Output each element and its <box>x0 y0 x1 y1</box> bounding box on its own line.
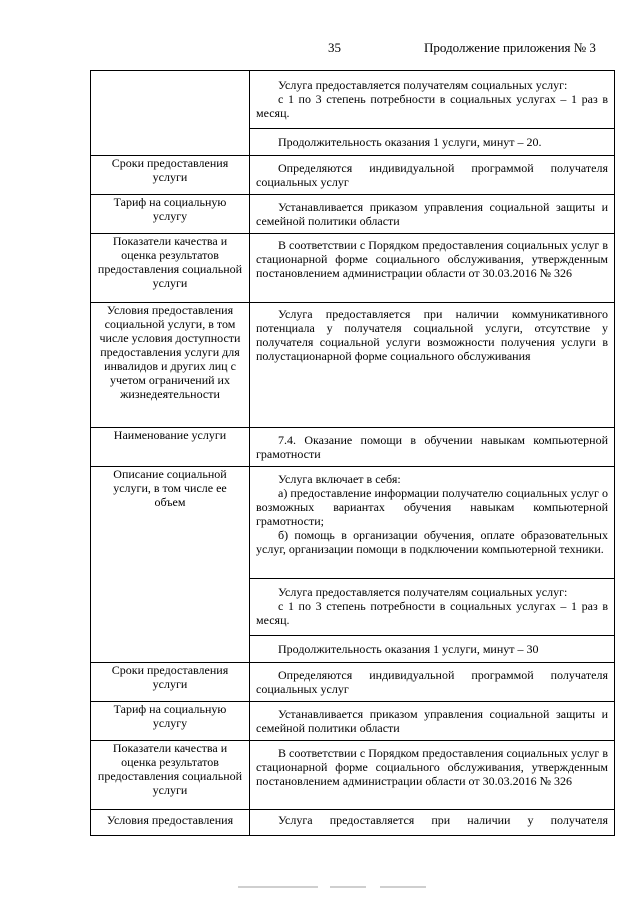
recipients-line: Услуга предоставляется получателям социальных услуг: <box>278 78 568 92</box>
page-number: 35 <box>328 40 341 55</box>
scan-artifact <box>380 886 426 888</box>
deadlines-text: Определяются индивидуальной программой получателя социальных услуг <box>256 668 608 696</box>
deadlines-value <box>250 156 615 195</box>
deadlines-value <box>250 663 615 702</box>
service-name-value <box>250 428 615 467</box>
deadlines-text: Определяются индивидуальной программой получателя социальных услуг <box>256 161 608 189</box>
quality-value <box>250 741 615 810</box>
table-row <box>91 156 615 195</box>
quality-label: Показатели качества и оценка результатов предоставления социальной услуги <box>91 234 250 303</box>
tariff-value <box>250 195 615 234</box>
table-row <box>91 71 615 129</box>
table-row <box>91 467 615 579</box>
includes-heading: Услуга включает в себя: <box>278 472 401 486</box>
quality-text: В соответствии с Порядком предоставления социальных услуг в стационарной форме социального обслуживания, утвержденным постановлением администрации области от 30.03.2016 № 326 <box>256 238 608 280</box>
conditions-text: Услуга предоставляется при наличии коммуникативного потенциала у получателя социальной услуги, отсутствие у получателя социальной услуги возможности получения услуги в полустационарной форме социального обслуживания <box>256 307 608 363</box>
deadlines-label: Сроки предоставления услуги <box>91 156 250 195</box>
duration-text: Продолжительность оказания 1 услуги, минут – 20. <box>278 135 542 149</box>
table-row <box>91 428 615 467</box>
list-item: а) предоставление информации получателю социальных услуг о возможных вариантах обучения навыкам компьютерной грамотности; <box>256 486 608 528</box>
scan-artifact <box>238 886 318 888</box>
duration-text: Продолжительность оказания 1 услуги, минут – 30 <box>278 642 539 656</box>
recipients-line: Услуга предоставляется получателям социальных услуг: <box>278 585 568 599</box>
table-row <box>91 741 615 810</box>
deadlines-label: Сроки предоставления услуги <box>91 663 250 702</box>
quality-text: В соответствии с Порядком предоставления социальных услуг в стационарной форме социального обслуживания, утвержденным постановлением администрации области от 30.03.2016 № 326 <box>256 746 608 788</box>
table-row <box>91 810 615 836</box>
recipients-frequency: с 1 по 3 степень потребности в социальных услугах – 1 раз в месяц. <box>256 599 608 627</box>
table-row <box>91 663 615 702</box>
conditions-value <box>250 303 615 428</box>
recipients-frequency: с 1 по 3 степень потребности в социальных услугах – 1 раз в месяц. <box>256 92 608 120</box>
quality-value <box>250 234 615 303</box>
includes-cell <box>250 467 615 579</box>
scan-artifact <box>330 886 366 888</box>
service-name-text: 7.4. Оказание помощи в обучении навыкам компьютерной грамотности <box>256 433 608 461</box>
conditions-text: Услуга предоставляется при наличии у получателя <box>278 813 608 827</box>
table-row <box>91 195 615 234</box>
conditions-label: Условия предоставления <box>91 810 250 836</box>
recipients-cell <box>250 579 615 636</box>
table-row <box>91 702 615 741</box>
list-item: б) помощь в организации обучения, оплате образовательных услуг, организации помощи в подключении компьютерной техники. <box>256 528 608 556</box>
table-row <box>91 303 615 428</box>
tariff-label: Тариф на социальную услугу <box>91 702 250 741</box>
tariff-text: Устанавливается приказом управления социальной защиты и семейной политики области <box>256 200 608 228</box>
tariff-label: Тариф на социальную услугу <box>91 195 250 234</box>
conditions-label: Условия предоставления социальной услуги, в том числе условия доступности предоставления услуги для инвалидов и других лиц с учетом ограничений их жизнедеятельности <box>91 303 250 428</box>
duration-cell <box>250 129 615 156</box>
conditions-value <box>250 810 615 836</box>
continuation-header: Продолжение приложения № 3 <box>424 40 596 55</box>
empty-label-cell <box>91 71 250 156</box>
tariff-value <box>250 702 615 741</box>
service-name-label: Наименование услуги <box>91 428 250 467</box>
duration-cell <box>250 636 615 663</box>
table-row <box>91 234 615 303</box>
recipients-cell <box>250 71 615 129</box>
quality-label: Показатели качества и оценка результатов предоставления социальной услуги <box>91 741 250 810</box>
services-table <box>90 70 615 836</box>
tariff-text: Устанавливается приказом управления социальной защиты и семейной политики области <box>256 707 608 735</box>
description-label: Описание социальной услуги, в том числе ее объем <box>91 467 250 663</box>
